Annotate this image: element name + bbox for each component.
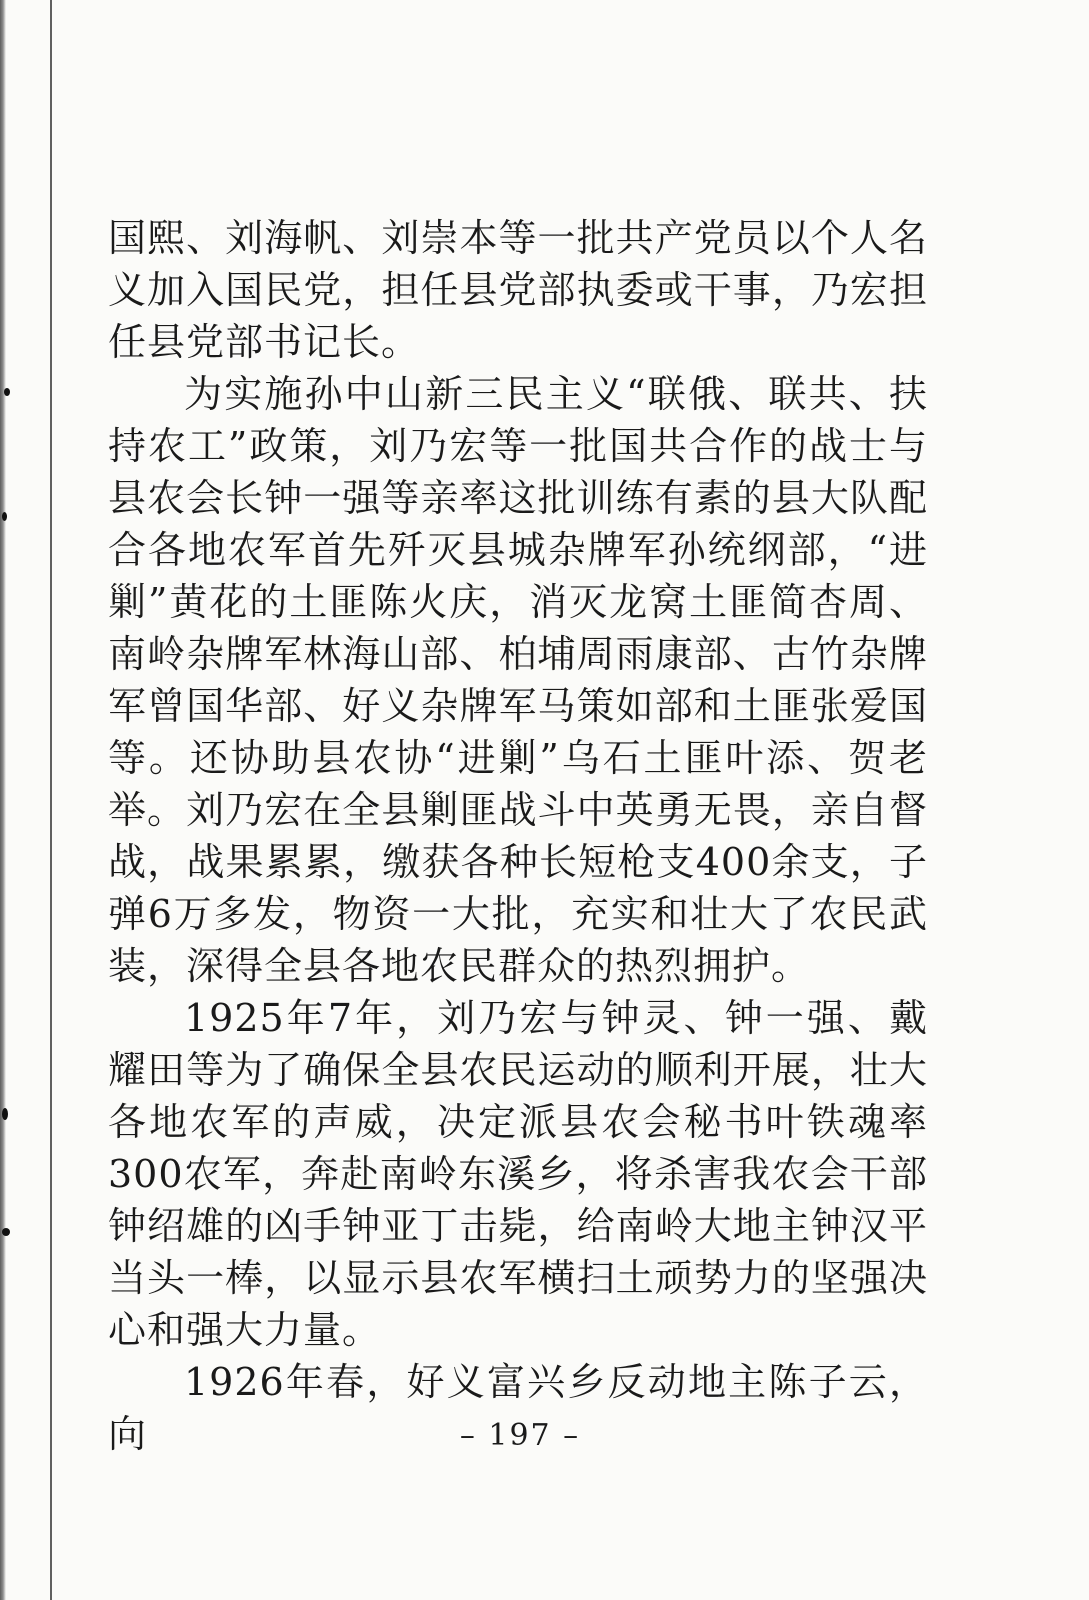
paragraph: 1925年7年，刘乃宏与钟灵、钟一强、戴耀田等为了确保全县农民运动的顺利开展，壮大各地农军的声威，决定派县农会秘书叶铁魂率300农军，奔赴南岭东溪乡，将杀害我农会干部钟绍雄的凶手钟亚丁击毙，给南岭大地主钟汉平当头一棒，以显示县农军横扫土顽势力的坚强决心和强大力量。 bbox=[108, 996, 928, 1352]
body-text bbox=[108, 212, 928, 1460]
page-binding-edge bbox=[0, 0, 6, 1600]
paragraph: 为实施孙中山新三民主义“联俄、联共、扶持农工”政策，刘乃宏等一批国共合作的战士与县农会长钟一强等亲率这批训练有素的县大队配合各地农军首先歼灭县城杂牌军孙统纲部，“进剿”黄花的土匪陈火庆，消灭龙窝土匪简杏周、南岭杂牌军林海山部、柏埔周雨康部、古竹杂牌军曾国华部、好义杂牌军马策如部和土匪张爱国等。还协助县农协“进剿”乌石土匪叶添、贺老举。刘乃宏在全县剿匪战斗中英勇无畏，亲自督战，战果累累，缴获各种长短枪支400余支，子弹6万多发，物资一大批，充实和壮大了农民武装，深得全县各地农民群众的热烈拥护。 bbox=[108, 372, 928, 988]
paragraph: 国熙、刘海帆、刘崇本等一批共产党员以个人名义加入国民党，担任县党部执委或干事，乃宏担任县党部书记长。 bbox=[108, 216, 928, 364]
page-number: – 197 – bbox=[459, 1418, 581, 1453]
scan-speck bbox=[4, 388, 10, 396]
scan-speck bbox=[2, 1228, 10, 1236]
margin-line bbox=[50, 0, 52, 1600]
scan-speck bbox=[2, 1108, 8, 1120]
paragraph: 1926年春，好义富兴乡反动地主陈子云，向 bbox=[108, 1360, 928, 1456]
scan-speck bbox=[2, 512, 7, 521]
